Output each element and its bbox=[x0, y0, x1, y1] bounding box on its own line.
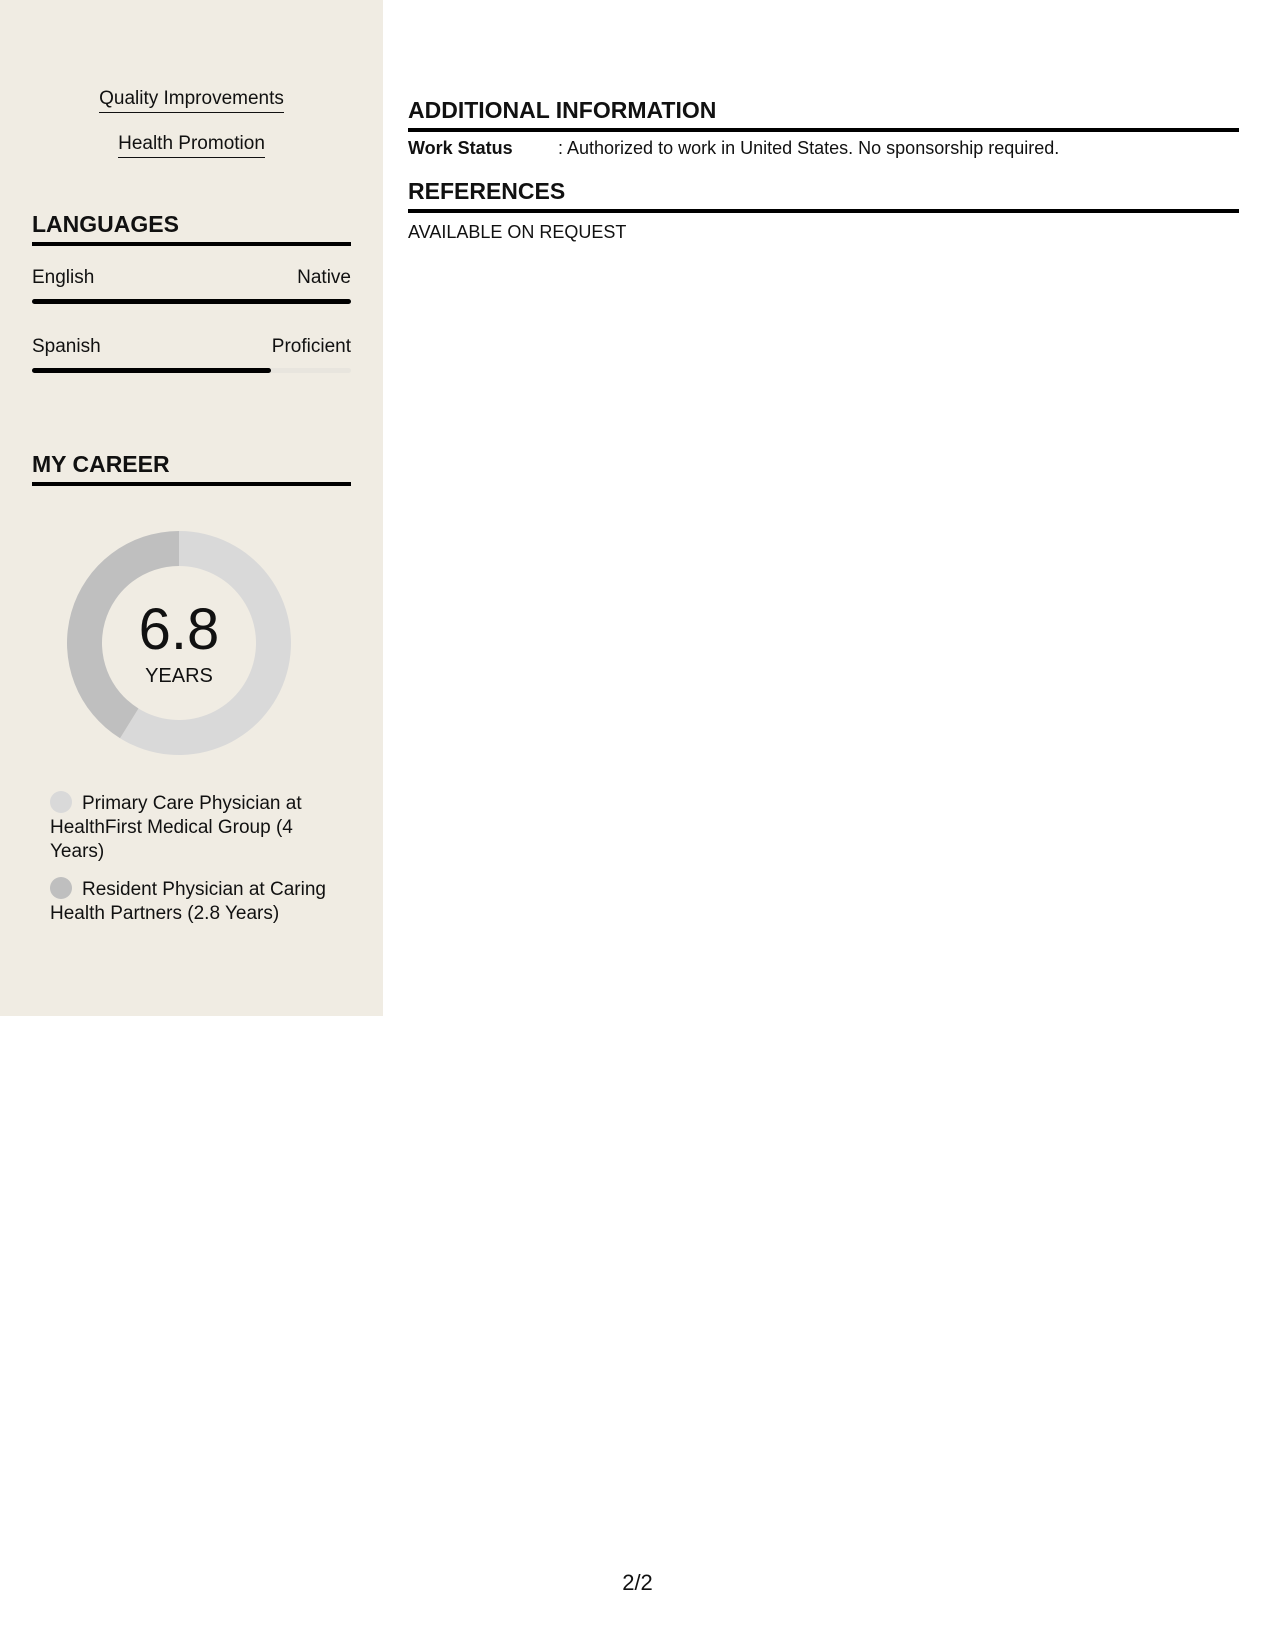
career-total-unit: YEARS bbox=[145, 665, 213, 687]
language-bar-fill bbox=[32, 368, 271, 373]
legend-swatch bbox=[50, 877, 72, 899]
language-name: Spanish bbox=[32, 336, 101, 357]
additional-info-heading: ADDITIONAL INFORMATION bbox=[408, 96, 1239, 132]
language-bar bbox=[32, 299, 351, 304]
language-level: Native bbox=[297, 267, 351, 288]
legend-label: Resident Physician at Caring Health Partners (2.8 Years) bbox=[50, 879, 326, 924]
sidebar bbox=[0, 0, 383, 1016]
language-bar bbox=[32, 368, 351, 373]
work-status-value: : Authorized to work in United States. No sponsorship required. bbox=[558, 138, 1060, 158]
skill-label: Quality Improvements bbox=[99, 88, 284, 113]
skill-label: Health Promotion bbox=[118, 133, 265, 158]
references-text: AVAILABLE ON REQUEST bbox=[408, 222, 627, 242]
language-row bbox=[32, 335, 351, 359]
languages-heading: LANGUAGES bbox=[32, 210, 351, 246]
page-number: 2/2 bbox=[622, 1570, 653, 1595]
language-level: Proficient bbox=[271, 336, 351, 357]
career-heading: MY CAREER bbox=[32, 450, 351, 486]
career-legend-item bbox=[50, 791, 340, 864]
skill-item bbox=[0, 133, 383, 158]
legend-label: Primary Care Physician at HealthFirst Medical Group (4 Years) bbox=[50, 793, 302, 862]
language-row bbox=[32, 266, 351, 290]
language-bar-fill bbox=[32, 299, 351, 304]
legend-swatch bbox=[50, 791, 72, 813]
references-heading: REFERENCES bbox=[408, 177, 1239, 213]
career-total-value: 6.8 bbox=[138, 597, 220, 662]
work-status-row bbox=[408, 136, 1239, 160]
career-legend-item bbox=[50, 877, 340, 926]
work-status-label: Work Status bbox=[408, 138, 513, 158]
skill-item bbox=[0, 88, 383, 113]
language-name: English bbox=[32, 267, 95, 288]
